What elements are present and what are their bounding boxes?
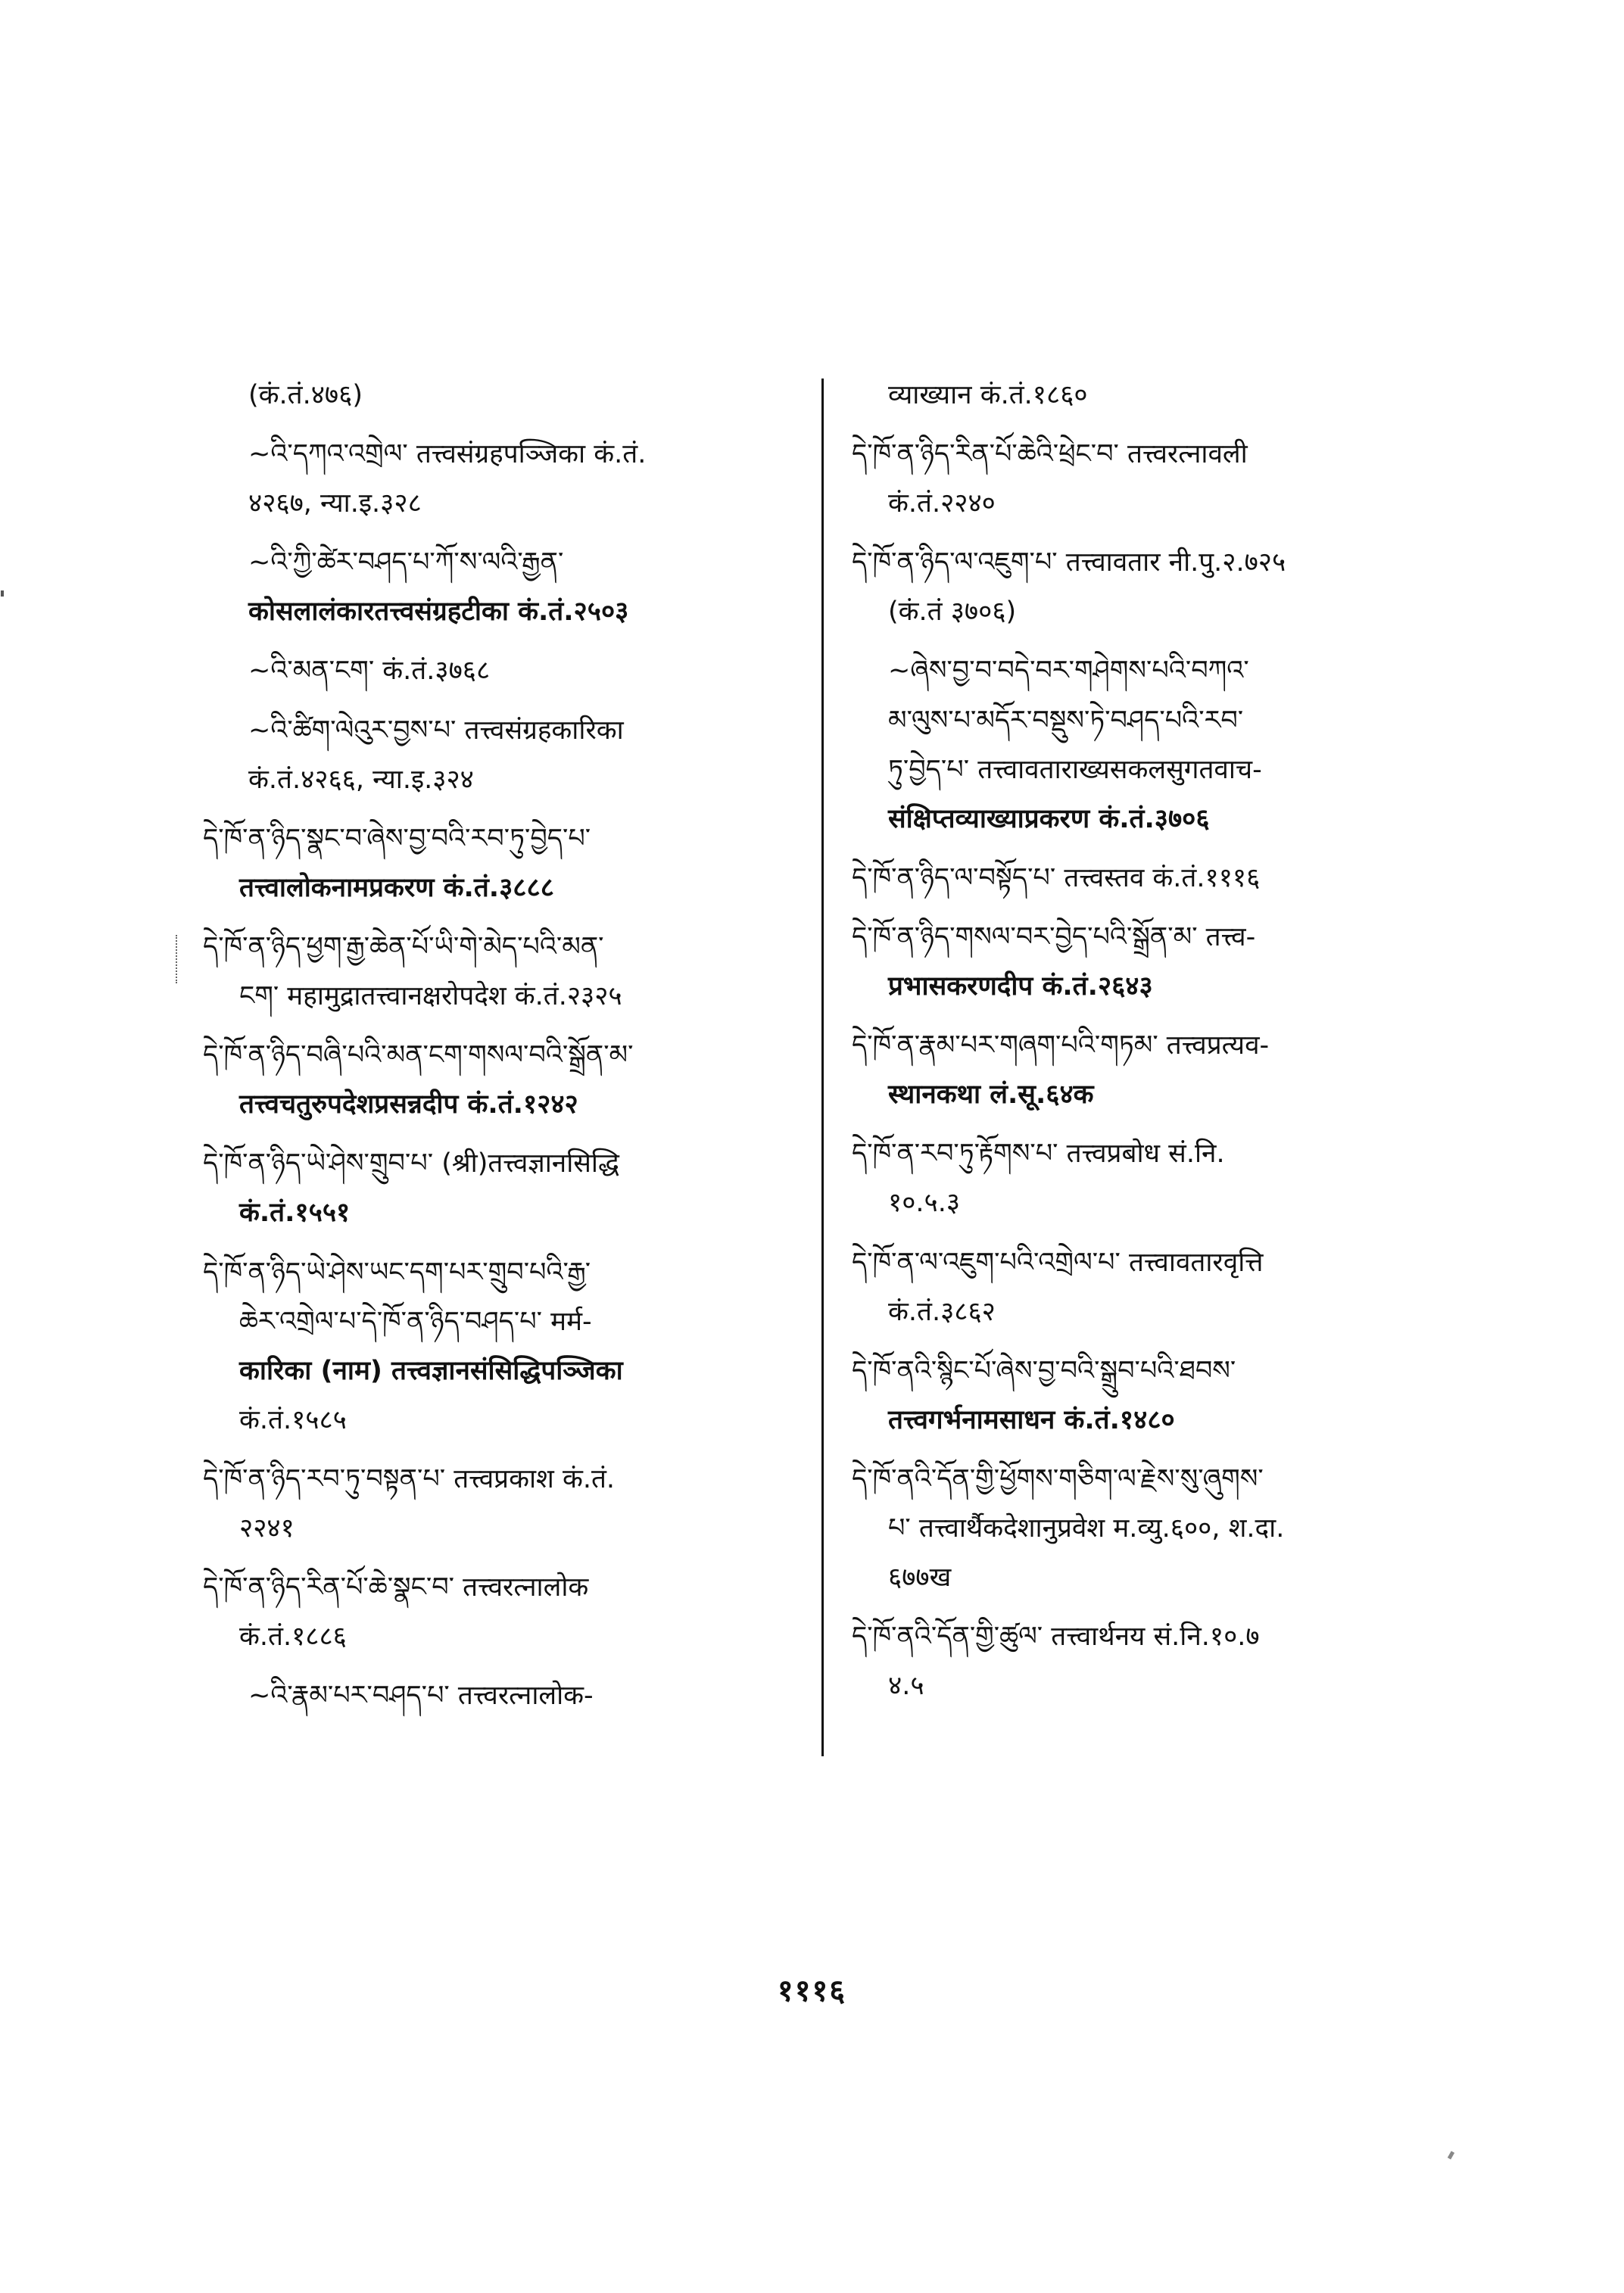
entry-line: तत्त्वालोकनामप्रकरण कं.तं.३८८८ <box>239 872 554 903</box>
dictionary-entry <box>852 913 1454 1011</box>
entry-line: དེ་ཁོ་ན་ཉིད་བཞི་པའི་མན་ངག་གསལ་བའི་སྒྲོན་མ་ <box>203 1040 634 1071</box>
entry-line: कोसलालंकारतत्त्वसंग्रहटीका कं.तं.२५०३ <box>248 597 629 628</box>
dictionary-entry <box>852 1021 1454 1120</box>
entry-line: स्थानकथा लं.सू.६४क <box>888 1080 1094 1111</box>
dictionary-entry <box>852 1612 1454 1711</box>
entry-line: तत्त्वगर्भनामसाधन कं.तं.१४८० <box>888 1404 1175 1435</box>
left-column <box>203 371 801 1731</box>
entry-line: कं.तं.१८८६ <box>239 1622 347 1653</box>
dictionary-entry <box>203 430 801 528</box>
entry-line: དེ་ཁོ་ན་ཉིད་ལ་བསྟོད་པ་ तत्त्वस्तव कं.तं.१११६ <box>852 862 1261 893</box>
dictionary-entry <box>852 646 1454 843</box>
entry-line: व्याख्यान कं.तं.१८६० <box>888 380 1088 410</box>
dictionary-entry <box>203 1248 801 1445</box>
dictionary-entry <box>203 1031 801 1129</box>
dictionary-entry <box>852 430 1454 528</box>
entry-line: མ་ལུས་པ་མདོར་བསྡུས་ཏེ་བཤད་པའི་རབ་ <box>888 705 1244 736</box>
scan-mark <box>1448 2151 1454 2159</box>
right-column <box>852 371 1454 1721</box>
entry-line: ~འི་ཚིག་ལེའུར་བྱས་པ་ तत्त्वसंग्रहकारिका <box>248 715 624 746</box>
entry-line: १०.५.३ <box>888 1188 961 1219</box>
entry-line: कारिका (नाम) तत्त्वज्ञानसंसिद्धिपञ्जिका <box>239 1355 623 1386</box>
dictionary-entry <box>852 1129 1454 1228</box>
entry-line: संक्षिप्तव्याख्याप्रकरण कं.तं.३७०६ <box>888 803 1210 834</box>
entry-line: དེ་ཁོ་ན་ཉིད་ཡེ་ཤེས་ཡང་དག་པར་གྲུབ་པའི་རྒྱ་ <box>203 1257 591 1288</box>
page-number: १११६ <box>777 1974 847 2008</box>
entry-line: དེ་ཁོ་ནའི་དོན་གྱི་ཚུལ་ तत्त्वार्थनय सं.नि.१०.७ <box>852 1622 1260 1653</box>
entry-line: ४.५ <box>888 1671 924 1702</box>
entry-line: ~འི་ཀྱི་ཚེར་བཤད་པ་ཀོ་ས་ལའི་རྒྱན་ <box>248 547 564 578</box>
entry-line: དེ་ཁོ་ནའི་སྙིང་པོ་ཞེས་བྱ་བའི་སྒྲུབ་པའི་ཐབས་ <box>852 1355 1236 1386</box>
entry-line: कं.तं.१५८५ <box>239 1404 347 1435</box>
entry-line: དེ་ཁོ་ན་ཉིད་སྣང་བ་ཞེས་བྱ་བའི་རབ་ཏུ་བྱེད་པ་ <box>203 823 591 854</box>
dictionary-entry <box>203 1671 801 1721</box>
entry-line: དེ་ཁོ་ན་ཉིད་གསལ་བར་བྱེད་པའི་སྒྲོན་མ་ तत्त्व- <box>852 921 1256 952</box>
entry-line: ཏུ་བྱེད་པ་ तत्त्वावताराख्यसकलसुगतवाच- <box>888 754 1262 785</box>
entry-line: དེ་ཁོ་ནའི་དོན་གྱི་ཕྱོགས་གཅིག་ལ་རྗེས་སུ་ཞུགས་ <box>852 1463 1264 1494</box>
column-divider <box>821 379 824 1756</box>
dictionary-entry <box>203 923 801 1021</box>
entry-line: དེ་ཁོ་ན་རྣམ་པར་གཞག་པའི་གཏམ་ तत्त्वप्रत्यव- <box>852 1030 1270 1061</box>
dictionary-entry <box>852 854 1454 903</box>
dictionary-entry <box>203 371 801 420</box>
entry-line: (कं.तं ३७०६) <box>888 597 1017 628</box>
dictionary-entry <box>203 1455 801 1553</box>
entry-line: प्रभासकरणदीप कं.तं.२६४३ <box>888 971 1153 1002</box>
dictionary-entry <box>203 815 801 913</box>
entry-line: དེ་ཁོ་ན་ཉིད་ཡེ་ཤེས་གྲུབ་པ་ (श्री)तत्त्वज्ञानसिद्धि <box>203 1148 619 1179</box>
dictionary-entry <box>203 646 801 696</box>
dictionary-entry <box>852 1347 1454 1445</box>
entry-line: དེ་ཁོ་ན་རབ་ཏུ་རྟོགས་པ་ तत्त्वप्रबोध सं.नि. <box>852 1139 1225 1170</box>
entry-line: ~ཞེས་བྱ་བ་བདེ་བར་གཤེགས་པའི་བཀའ་ <box>888 656 1249 687</box>
dictionary-entry <box>852 538 1454 637</box>
dictionary-entry <box>203 538 801 637</box>
entry-line: དེ་ཁོ་ན་ཉིད་ལ་འཇུག་པ་ तत्त्वावतार नी.पु.२.७२५ <box>852 547 1286 578</box>
entry-line: कं.तं.१५५१ <box>239 1198 351 1229</box>
entry-line: कं.तं.२२४० <box>888 488 996 519</box>
entry-line: ~འི་དཀའ་འགྲེལ་ तत्त्वसंग्रहपञ्जिका कं.तं. <box>248 439 647 470</box>
dictionary-entry <box>203 1563 801 1662</box>
entry-line: དེ་ཁོ་ན་ལ་འཇུག་པའི་འགྲེལ་པ་ तत्त्वावतारवृत्ति <box>852 1247 1264 1278</box>
entry-line: དེ་ཁོ་ན་ཉིད་ཕྱག་རྒྱ་ཆེན་པོ་ཡི་གེ་མེད་པའི་མན་ <box>203 931 604 962</box>
entry-line: कं.तं.३८६२ <box>888 1296 996 1327</box>
entry-line: དེ་ཁོ་ན་ཉིད་རབ་ཏུ་བསྟན་པ་ तत्त्वप्रकाश कं.तं. <box>203 1463 616 1494</box>
entry-line: ६७७ख <box>888 1562 952 1594</box>
margin-dotted-line <box>176 935 179 983</box>
dictionary-entry <box>203 1139 801 1238</box>
entry-line: २२४१ <box>239 1513 295 1544</box>
entry-line: ~འི་རྣམ་པར་བཤད་པ་ तत्त्वरत्नालोक- <box>248 1681 594 1712</box>
entry-line: ངག་ महामुद्रातत्त्वानक्षरोपदेश कं.तं.२३२५ <box>239 981 622 1012</box>
entry-line: པ་ तत्त्वार्थैकदेशानुप्रवेश म.व्यु.६००, श.दा. <box>888 1513 1285 1544</box>
entry-line: ४२६७, न्या.इ.३२८ <box>248 488 422 519</box>
dictionary-entry <box>203 706 801 805</box>
dictionary-entry <box>852 1455 1454 1603</box>
entry-line: དེ་ཁོ་ན་ཉིད་རིན་པོ་ཆེ་སྣང་བ་ तत्त्वरत्नालोक <box>203 1572 589 1603</box>
entry-line: (कं.तं.४७६) <box>248 380 363 410</box>
entry-line: དེ་ཁོ་ན་ཉིད་རིན་པོ་ཆེའི་ཕྲེང་བ་ तत्त्वरत्नावली <box>852 439 1248 470</box>
dictionary-entry <box>852 1238 1454 1337</box>
entry-line: ~འི་མན་ངག་ कं.तं.३७६८ <box>248 656 491 687</box>
entry-line: कं.तं.४२६६, न्या.इ.३२४ <box>248 764 474 795</box>
dictionary-entry <box>852 371 1454 420</box>
scan-mark <box>1 590 4 597</box>
entry-line: ཆེར་འགྲེལ་པ་དེ་ཁོ་ན་ཉིད་བཤད་པ་ मर्म- <box>239 1306 592 1337</box>
entry-line: तत्त्वचतुरुपदेशप्रसन्नदीप कं.तं.१२४२ <box>239 1089 578 1120</box>
